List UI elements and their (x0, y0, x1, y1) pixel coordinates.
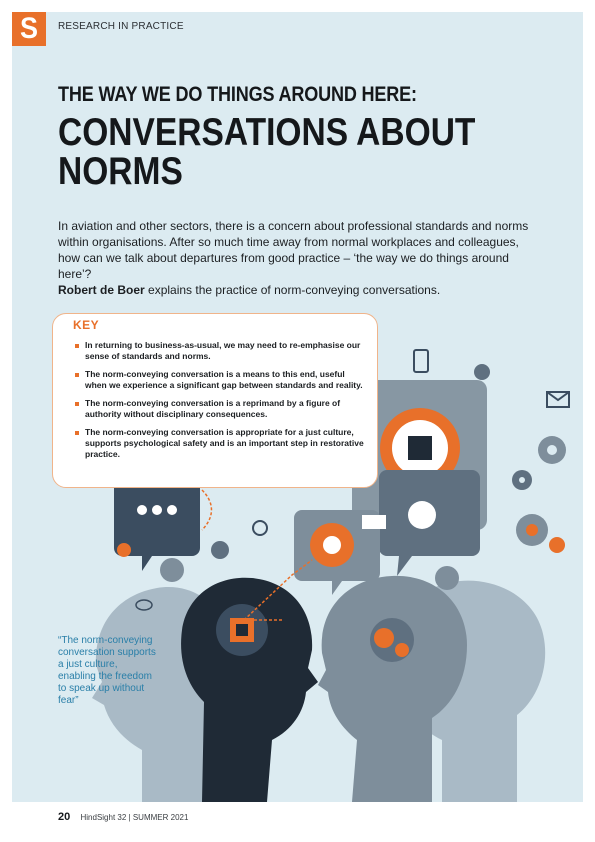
speech-bubble-medium (379, 470, 480, 576)
envelope-icon (547, 392, 569, 407)
key-points-box (52, 313, 378, 488)
publication-name: HindSight 32 (80, 813, 127, 822)
title-kicker: THE WAY WE DO THINGS AROUND HERE: (58, 83, 417, 106)
page-footer (58, 811, 188, 823)
section-label: RESEARCH IN PRACTICE (58, 21, 184, 32)
key-point: In returning to business-as-usual, we may need to re-emphasise our sense of standards and norms. (75, 340, 367, 362)
footer-separator: | (128, 813, 131, 822)
key-points-list (75, 340, 367, 467)
article-title (58, 82, 558, 191)
key-title: KEY (73, 318, 100, 332)
intro-text: In aviation and other sectors, there is a concern about professional standards and norms within organisations. After so much time away from normal workplaces and colleagues, how can we talk about departures from good practice – ‘the way we do things around here’? (58, 219, 529, 281)
pull-quote: “The norm-conveying conversation supports a just culture, enabling the freedom to speak up without fear” (58, 635, 156, 706)
article-intro (58, 218, 538, 298)
title-main-line-1: CONVERSATIONS ABOUT (58, 111, 476, 154)
issue-name: SUMMER 2021 (132, 813, 189, 822)
key-point: The norm-conveying conversation is a reprimand by a figure of authority without disciplinary consequences. (75, 398, 367, 420)
key-point: The norm-conveying conversation is appropriate for a just culture, supports psychological safety and is an important step in restorative practice. (75, 427, 367, 460)
brain-gear-right (370, 618, 414, 662)
page-number: 20 (58, 811, 71, 823)
title-main-line-2: NORMS (58, 150, 183, 193)
key-point: The norm-conveying conversation is a means to this end, useful when we experience a significant gap between standards and reality. (75, 369, 367, 391)
arrow-up-icon (117, 543, 131, 557)
phone-icon (414, 350, 428, 372)
intro-tail: explains the practice of norm-conveying conversations. (144, 283, 441, 297)
speech-bubble-left (114, 480, 200, 571)
magazine-logo: S (12, 12, 46, 46)
author-name: Robert de Boer (58, 283, 145, 297)
lightbulb-icon (253, 521, 267, 535)
book-icon (362, 515, 386, 529)
brain-gear-left (216, 604, 268, 656)
